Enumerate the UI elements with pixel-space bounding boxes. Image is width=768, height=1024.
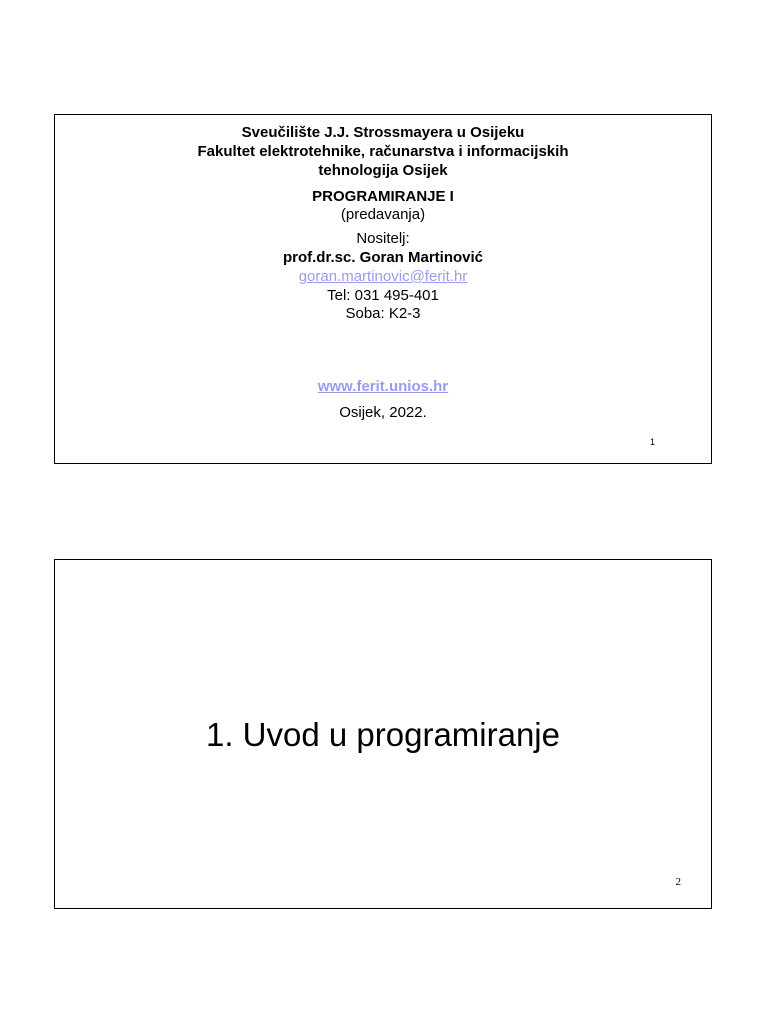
slide-1 [54,114,712,464]
phone-number: Tel: 031 495-401 [327,287,439,304]
course-kind: (predavanja) [340,206,426,223]
page-number: 2 [675,876,681,888]
university-name: Sveučilište J.J. Strossmayera u Osijeku [241,124,525,141]
page-number: 1 [649,437,655,447]
course-title: PROGRAMIRANJE I [312,188,454,205]
slide-title: 1. Uvod u programiranje [205,716,560,753]
email-row [55,268,711,286]
website-link[interactable]: www.ferit.unios.hr [317,378,449,395]
faculty-name-line2: tehnologija Osijek [318,162,448,179]
faculty-name-line1: Fakultet elektrotehnike, računarstva i informacijskih [197,143,569,160]
slide-2 [54,559,712,909]
place-date: Osijek, 2022. [339,404,427,421]
holder-label: Nositelj: [356,230,410,247]
room-number: Soba: K2-3 [345,305,421,322]
email-link[interactable]: goran.martinovic@ferit.hr [298,268,468,285]
holder-name: prof.dr.sc. Goran Martinović [282,249,484,266]
website-row [55,378,711,396]
